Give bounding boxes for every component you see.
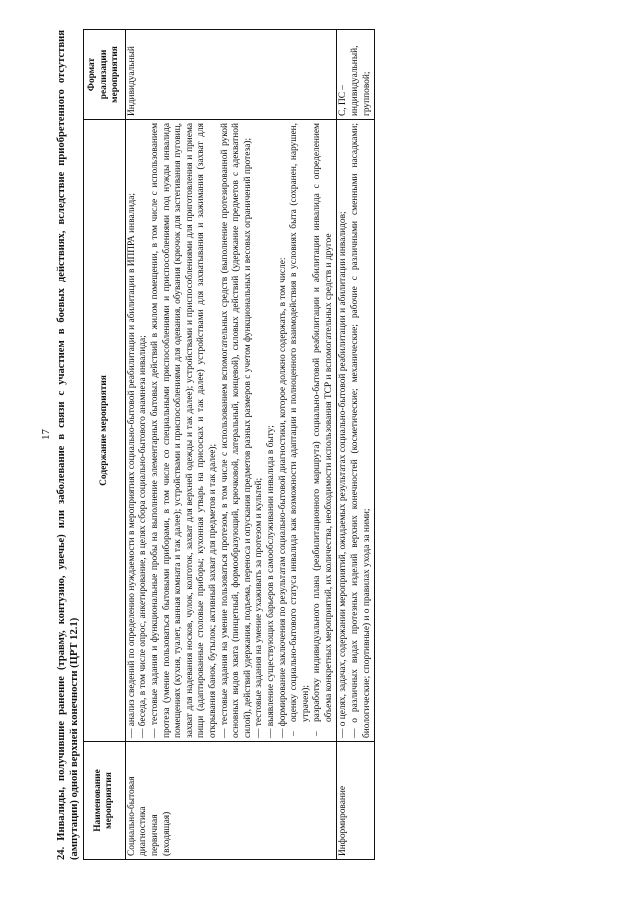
content-item: — формирование заключения по результатам социально-бытовой диагностики, которое должно содержать, в том числе: bbox=[277, 257, 288, 738]
content-item: — выявление существующих барьеров в самообслуживании инвалида в быту; bbox=[265, 425, 276, 738]
header-name: Наименование мероприятия bbox=[84, 742, 126, 860]
dash-marker: – bbox=[312, 731, 323, 736]
row-name-line: Информирование bbox=[338, 785, 349, 856]
row-name-line: Социально-бытовая диагностика bbox=[126, 776, 149, 856]
content-subitem bbox=[289, 123, 312, 738]
content-subitem-text: оценку социально-бытового статуса инвалида как возможности адаптации и полноценного взаимодействия в условиях быта (сохранен, нарушен, утрачен); bbox=[289, 123, 311, 722]
row-content-cell bbox=[125, 120, 337, 742]
content-item: — о целях, задачах, содержании мероприятий, ожидаемых результатах социально-бытовой реабилитации и абилитации инвалидов; bbox=[338, 211, 349, 738]
content-item: — тестовые задания на умение ухаживать за протезом и культей; bbox=[254, 477, 265, 738]
dash-marker: – bbox=[289, 731, 300, 736]
table-row bbox=[125, 30, 337, 860]
row-format-cell: С, ПС – индивидуальный, групповой; bbox=[337, 30, 375, 120]
header-format: Формат реализации мероприятия bbox=[84, 30, 126, 120]
content-subitem bbox=[312, 123, 335, 738]
rehabilitation-table bbox=[83, 29, 375, 860]
content-subitem-text: разработку индивидуального плана (реабилитационного маршрута) социально-бытовой реабилитации и абилитации инвалида с определением объема конкретных мероприятий, их количества, необходимости использования ТСР и вспомогательных средств и другое bbox=[312, 123, 334, 722]
table-row bbox=[337, 30, 375, 860]
row-name-line: (входящая) bbox=[161, 811, 172, 856]
row-format-cell: Индивидуальный bbox=[125, 30, 337, 120]
row-name-line: первичная bbox=[149, 814, 160, 856]
row-name-cell bbox=[125, 742, 337, 860]
header-content: Содержание мероприятия bbox=[84, 120, 126, 742]
content-item: — анализ сведений по определению нуждаемости в мероприятиях социально-бытовой реабилитации и абилитации в ИППРА инвалида; bbox=[126, 193, 137, 738]
page-number: 17 bbox=[40, 429, 52, 440]
content-item: — о различных видах протезных изделий верхних конечностей (косметические; механические; рабочие с различными сменными насадками; биологические; спортивные) и о правилах ухода за ними; bbox=[350, 123, 372, 738]
row-name-cell bbox=[337, 742, 375, 860]
table-header-row bbox=[84, 30, 126, 860]
content-item: — беседа, в том числе опрос, анкетирование, в целях сбора социально-бытового анамнеза инвалида; bbox=[138, 335, 149, 738]
document-title: 24. Инвалиды, получившие ранение (травму, контузию, увечье) или заболевание в связи с участием в боевых действиях, вследствие приобретенного отсутствия (ампутации) одной верхней конечности (ЦРТ 12.1) bbox=[56, 30, 80, 860]
row-content-cell bbox=[337, 120, 375, 742]
content-item: — тестовые задания на умение пользоваться протезом, в том числе с использованием вспомогательных средств (выполнение протезированной рукой основных видов хвата (пинцетный, формообразующий, крючковой, латеральный, концевой), силовых действий (удержание предметов с адекватной силой), действий удержания, подъема, переноса и опускания предметов разных размеров с учетом функциональных и весовых ограничений протеза); bbox=[219, 123, 253, 738]
content-item: — тестовые задания и функциональные пробы на выполнение элементарных бытовых действий в жилом помещении, в том числе с использованием протеза (умение пользоваться бытовыми приборами, в том числе со специальными приспособлениями и приспособлениями под нужды инвалида помещениях (кухня, туалет, ванная комната и так далее); устройствами и приспособлениями для одевания, обувания (крючок для застегивания пуговиц, захват для надевания носков, чулок, колготок, захват для верхней одежды и так далее); устройствами и приспособлениями для приготовления и приема пищи (адаптированные столовые приборы; кухонная утварь на присосках и так далее) устройствами для захватывания и зажимания (захват для открывания банок, бутылок; активный захват для предметов и так далее); bbox=[149, 123, 218, 738]
rotated-page-content bbox=[55, 30, 610, 860]
